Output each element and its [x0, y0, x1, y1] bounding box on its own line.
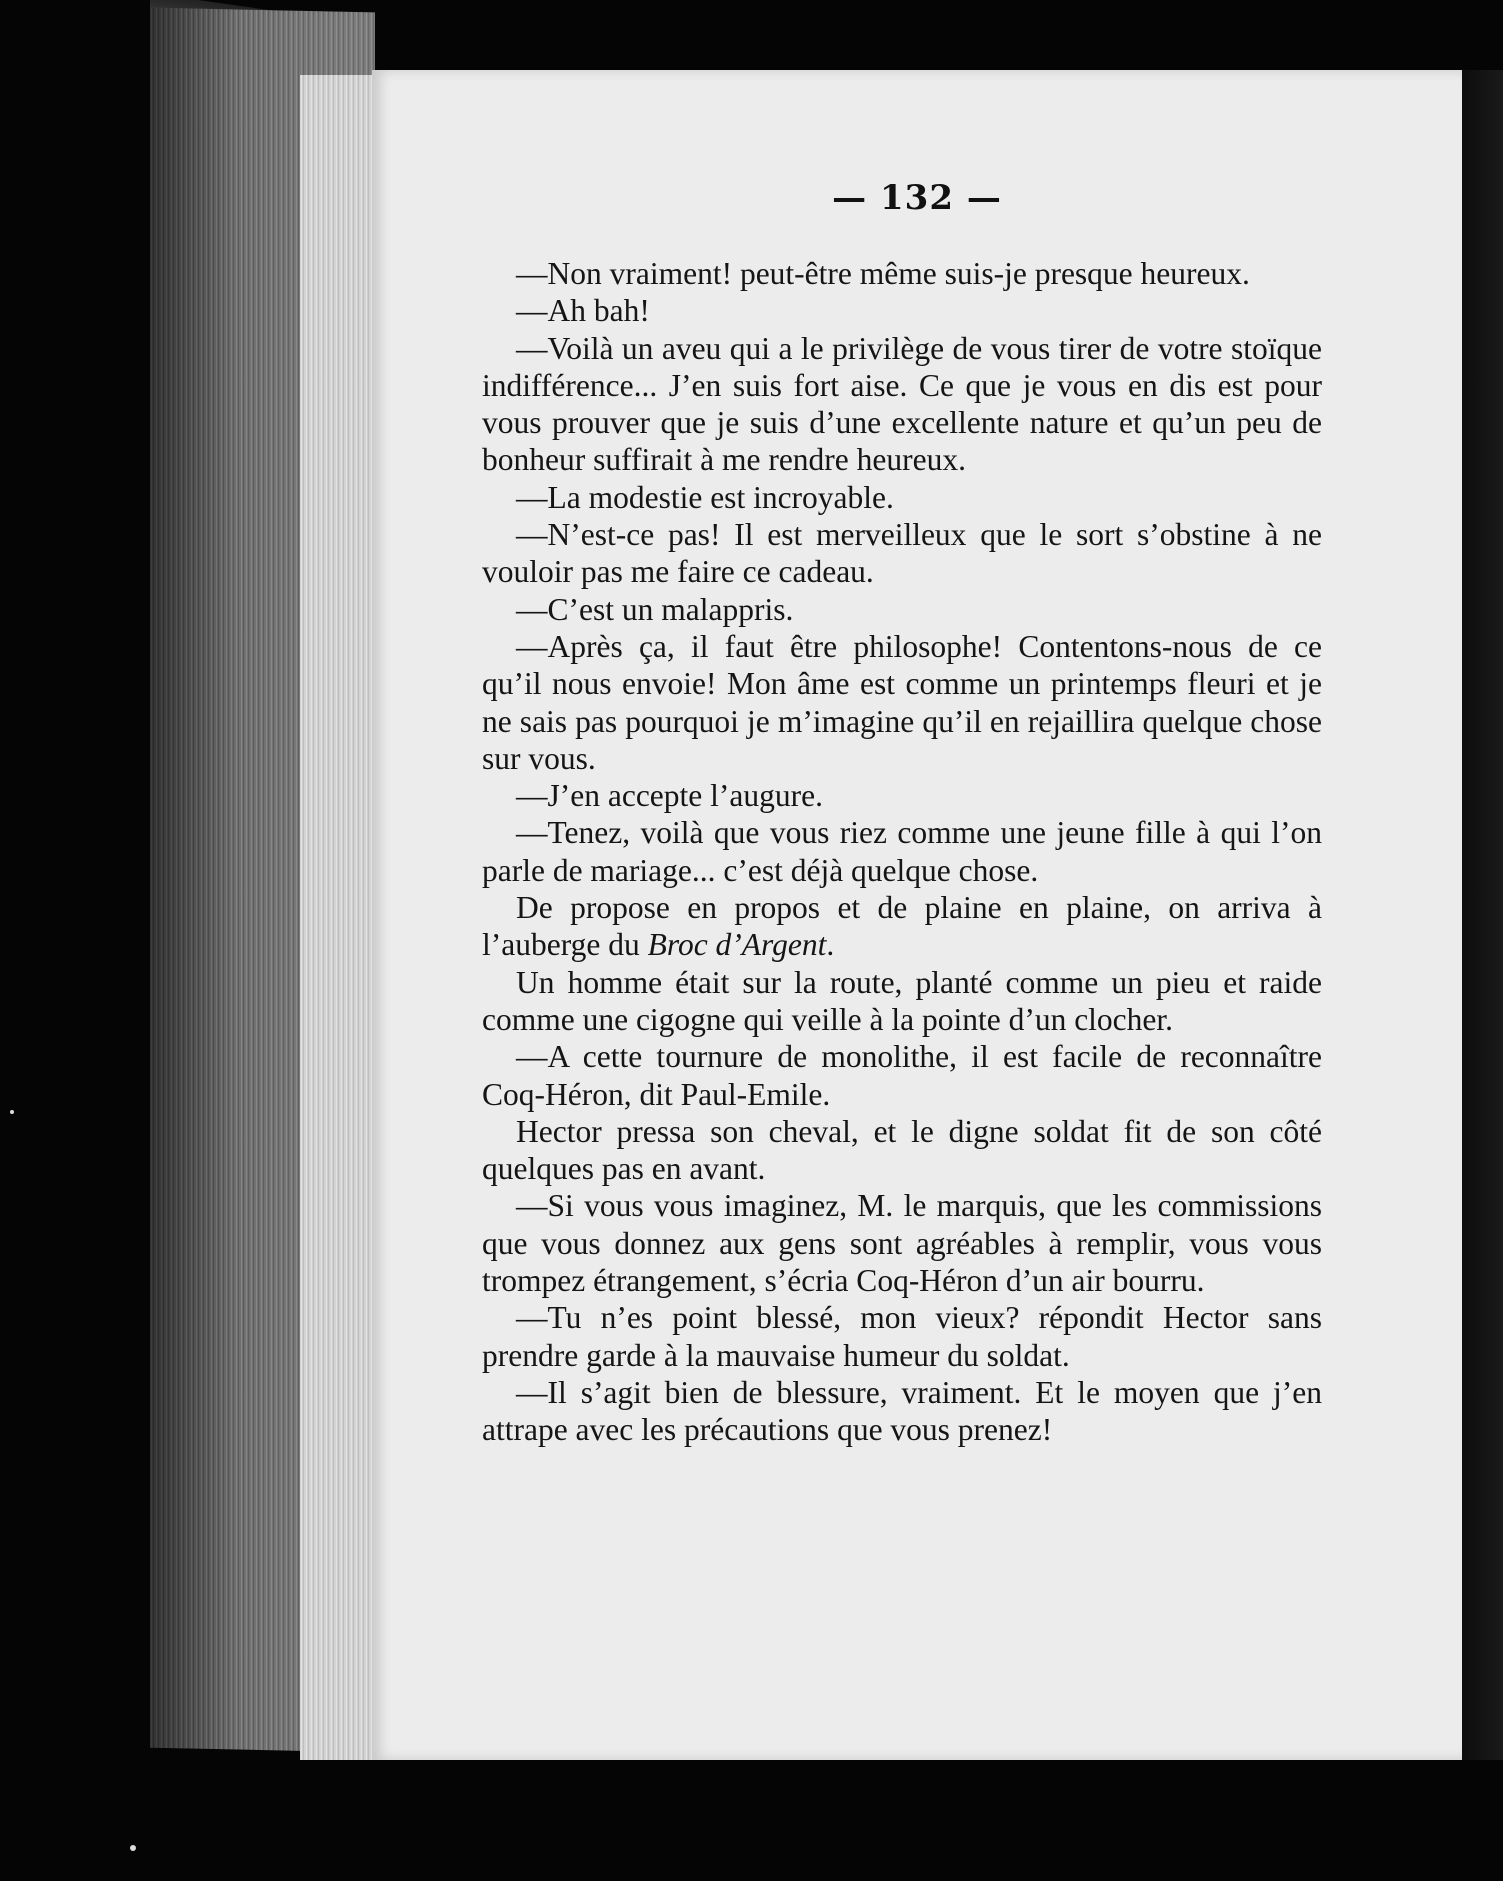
- book-page: [372, 70, 1462, 1760]
- paragraph: —Après ça, il faut être philosophe! Contentons-nous de ce qu’il nous envoie! Mon âme est comme un printemps fleuri et je ne sais pas pourquoi je m’imagine qu’il en rejaillira quelque chose sur vous.: [482, 628, 1322, 776]
- inn-suffix: .: [826, 927, 835, 963]
- facing-page-edge: [1462, 70, 1503, 1760]
- paragraph: —Tu n’es point blessé, mon vieux? répondit Hector sans prendre garde à la mauvaise humeur du soldat.: [482, 1300, 1322, 1373]
- paragraph: —J’en accepte l’augure.: [516, 778, 823, 814]
- paragraph: —Il s’agit bien de blessure, vraiment. Et le moyen que j’en attrape avec les précautions que vous prenez!: [482, 1374, 1322, 1448]
- paragraph: —La modestie est incroyable.: [516, 479, 894, 515]
- paragraph: Hector pressa son cheval, et le digne soldat fit de son côté quelques pas en avant.: [482, 1113, 1322, 1187]
- paragraph: —Non vraiment! peut-être même suis-je presque heureux.: [516, 256, 1250, 291]
- paragraph-text: De propose en propos et de plaine en plaine, on arriva à l’auberge du: [482, 890, 1322, 963]
- paragraph: —Ah bah!: [516, 293, 650, 329]
- inn-name: Broc d’Argent: [647, 927, 827, 963]
- paragraph: —Tenez, voilà que vous riez comme une jeune fille à qui l’on parle de mariage... c’est déjà quelque chose.: [482, 815, 1322, 888]
- page-text: [482, 255, 1322, 1449]
- paragraph: —Si vous vous imaginez, M. le marquis, que les commissions que vous donnez aux gens sont agréables à remplir, vous vous trompez étrangement, s’écria Coq-Héron d’un air bourru.: [482, 1188, 1322, 1299]
- dust-speck: [130, 1845, 136, 1851]
- paragraph: Un homme était sur la route, planté comme un pieu et raide comme une cigogne qui veille à la pointe d’un clocher.: [482, 964, 1322, 1037]
- paragraph: —Voilà un aveu qui a le privilège de vous tirer de votre stoïque indifférence... J’en suis fort aise. Ce que je vous en dis est pour vous prouver que je suis d’une excellente nature et qu’un peu de bonheur suffirait à me rendre heureux.: [482, 330, 1322, 478]
- paragraph-inn: [482, 889, 1322, 964]
- dust-speck: [10, 1110, 14, 1114]
- paragraph: —C’est un malappris.: [516, 591, 794, 627]
- paragraph: —A cette tournure de monolithe, il est facile de reconnaître Coq-Héron, dit Paul-Emile.: [482, 1039, 1322, 1112]
- paragraph: —N’est-ce pas! Il est merveilleux que le sort s’obstine à ne vouloir pas me faire ce cadeau.: [482, 517, 1322, 590]
- page-number: — 132 —: [832, 178, 1002, 218]
